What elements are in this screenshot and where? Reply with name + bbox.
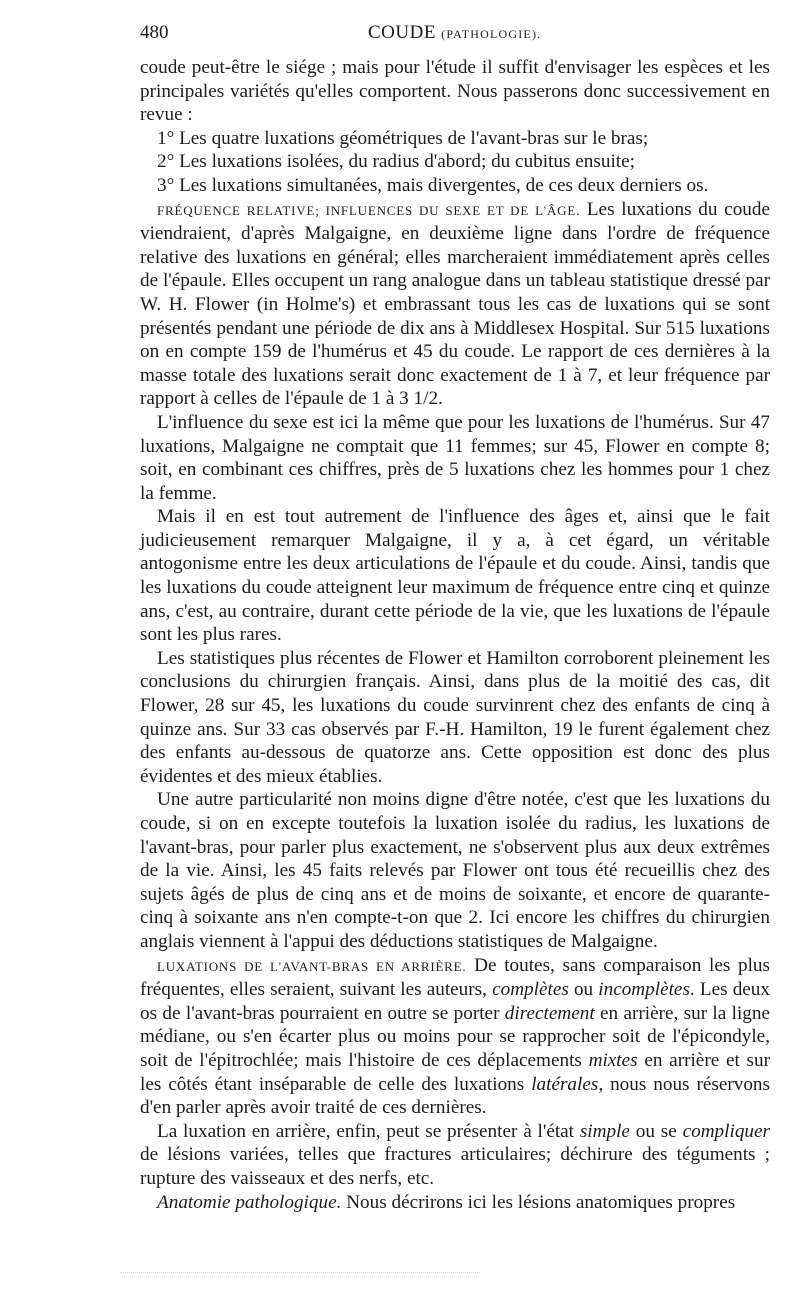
document-page [140,22,770,1214]
paragraph-anatomy-text: Nous décrirons ici les lésions anatomiques propres [341,1191,736,1213]
paragraph-frequency [140,198,770,411]
emphasis: compliquer [682,1120,770,1142]
emphasis: simple [579,1120,630,1142]
running-title-main: COUDE [368,22,436,43]
text-run: en arrière, sur la ligne médiane, ou s'en écarter plus ou moins pour se rapprocher soit de l'épicondyle, soit de l'épitrochlée; mais l'histoire de ces déplacements [140,1002,770,1071]
text-run: en arrière et sur les côtés étant inséparable de celle des luxations [140,1049,770,1095]
running-title-sub: (PATHOLOGIE). [441,27,542,41]
emphasis: complètes [492,979,569,1001]
text-run: , nous nous réservons d'en parler après avoir traité de ces dernières. [140,1073,770,1119]
emphasis: mixtes [588,1049,638,1071]
list-item-2: 2° Les luxations isolées, du radius d'abord; du cubitus ensuite; [157,151,635,173]
text-run: . Les deux os de l'avant-bras pourraient en outre se porter [140,979,770,1024]
text-run: La luxation en arrière, enfin, peut se présenter à l'état [157,1120,580,1142]
section-heading-frequency: FRÉQUENCE RELATIVE; INFLUENCES DU SEXE ET DE L'ÂGE. [157,202,581,218]
emphasis: latérales [531,1073,599,1095]
paragraph-anatomy [140,1191,770,1215]
emphasis: directement [504,1002,595,1024]
page-header [140,22,770,50]
paragraph-particularity: Une autre particularité non moins digne d'être notée, c'est que les luxations du coude, si on en excepte toutefois la luxation isolée du radius, les luxations de l'avant-bras, pour parler plus exactement, ne s'observent plus aux deux extrêmes de la vie. Ainsi, les 45 faits relevés par Flower ont tous été recueillis chez des sujets âgés de plus de cinq ans et de moins de soixante, et encore de quarante-cinq à soixante ans n'en compte-t-on que 2. Ici encore les chiffres du chirurgien anglais viennent à l'appui des déductions statistiques de Malgaigne. [140,789,770,952]
emphasis: incomplètes [598,979,690,1001]
text-run: de lésions variées, telles que fractures articulaires; déchirure des téguments ; rupture des vaisseaux et des nerfs, etc. [140,1144,770,1189]
list-item-1: 1° Les quatre luxations géométriques de l'avant-bras sur le bras; [157,127,649,149]
paragraph-age: Mais il en est tout autrement de l'influence des âges et, ainsi que le fait judicieusement remarquer Malgaigne, il y a, à cet égard, un véritable antogonisme entre les deux articulations de l'épaule et du coude. Ainsi, tandis que les luxations du coude atteignent leur maximum de fréquence entre cinq et quinze ans, c'est, au contraire, durant cette période de la vie, que les luxations de l'épaule sont les plus rares. [140,506,770,646]
text-run: ou [568,979,599,1001]
paragraph-intro: coude peut-être le siége ; mais pour l'étude il suffit d'envisager les espèces et les principales variétés qu'elles comportent. Nous passerons donc successivement en revue : [140,57,770,126]
text-run: ou se [629,1120,683,1142]
section-heading-anatomy: Anatomie pathologique. [157,1191,342,1213]
paragraph-luxations-arriere [140,954,770,1120]
footer-scan-marks [120,1266,480,1273]
text-run: De toutes, sans comparaison les plus fréquentes, elles seraient, suivant les auteurs, [140,954,770,1001]
paragraph-statistics: Les statistiques plus récentes de Flower et Hamilton corroborent pleinement les conclusions du chirurgien français. Ainsi, dans plus de la moitié des cas, dit Flower, 28 sur 45, les luxations du coude survinrent chez des enfants de cinq à quinze ans. Sur 33 cas observés par F.-H. Hamilton, 19 le furent également chez des enfants au-dessous de quatorze ans. Cette opposition est donc des plus évidentes et des mieux établies. [140,647,770,787]
list-item-3: 3° Les luxations simultanées, mais divergentes, de ces deux derniers os. [157,174,709,196]
paragraph-frequency-text: Les luxations du coude viendraient, d'après Malgaigne, en deuxième ligne dans l'ordre de fréquence relative des luxations en général; elles marcheraient immédiatement après celles de l'épaule. Elles occupent un rang analogue dans un tableau statistique dressé par W. H. Flower (in Holme's) et embrassant tous les cas de luxations qui se sont présentés pendant une période de dix ans à Middlesex Hospital. Sur 515 luxations on en compte 159 de l'humérus et 45 du coude. Le rapport de ces dernières à la masse totale des luxations serait donc exactement de 1 à 7, et leur fréquence par rapport à celles de l'épaule de 1 à 3 1/2. [140,198,770,410]
paragraph-complications [140,1120,770,1191]
paragraph-sex: L'influence du sexe est ici la même que pour les luxations de l'humérus. Sur 47 luxations, Malgaigne ne comptait que 11 femmes; sur 45, Flower en compte 8; soit, en combinant ces chiffres, près de 5 luxations chez les hommes pour 1 chez la femme. [140,411,770,504]
running-title [368,22,541,44]
page-number: 480 [140,22,169,43]
section-heading-luxations: LUXATIONS DE L'AVANT-BRAS EN ARRIÈRE. [157,958,467,974]
